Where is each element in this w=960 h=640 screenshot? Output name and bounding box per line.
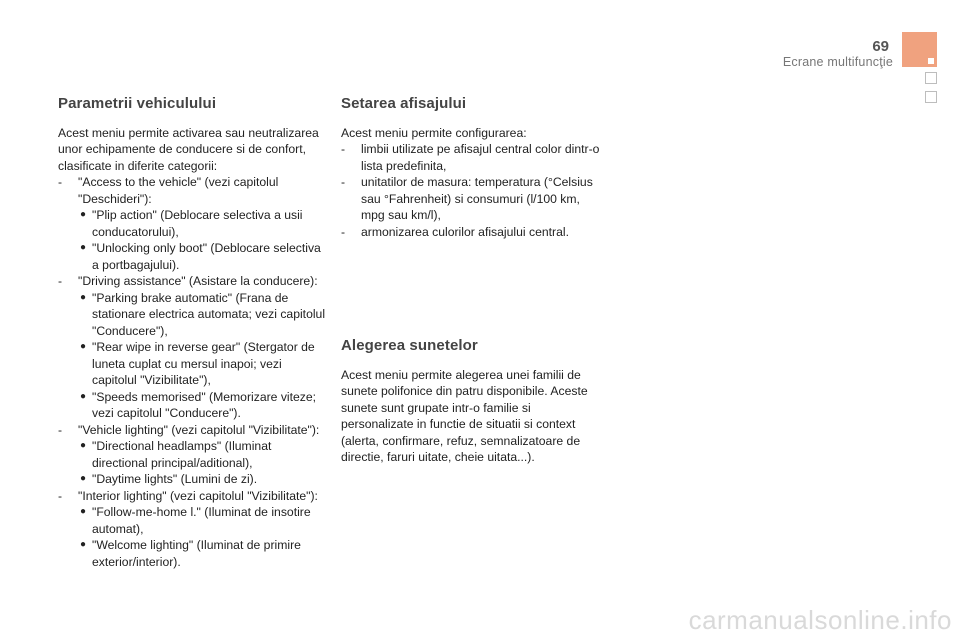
parameter-list bbox=[58, 174, 328, 570]
section-heading: Setarea afisajului bbox=[341, 95, 467, 112]
list-item: - unitatilor de masura: temperatura (°Celsius sau °Fahrenheit) si consumuri (l/100 km, mpg sau km/l), bbox=[341, 174, 606, 224]
page-number: 69 bbox=[872, 38, 889, 55]
tab-marker-icon bbox=[928, 58, 934, 64]
list-item: ● "Directional headlamps" (Iluminat directional principal/aditional), bbox=[58, 438, 328, 471]
watermark: carmanualsonline.info bbox=[688, 605, 952, 635]
section-tab-box bbox=[925, 91, 937, 103]
section-heading: Parametrii vehiculului bbox=[58, 95, 217, 112]
vehicle-parameters-section bbox=[58, 96, 328, 570]
section-heading: Alegerea sunetelor bbox=[341, 337, 478, 354]
list-item: - limbii utilizate pe afisajul central color dintr-o lista predefinita, bbox=[341, 141, 606, 174]
section-intro: Acest meniu permite activarea sau neutralizarea unor echipamente de conducere si de confort, clasificate in diferite categorii: bbox=[58, 125, 319, 173]
list-item: ● "Welcome lighting" (Iluminat de primire exterior/interior). bbox=[58, 537, 328, 570]
list-item: ● "Plip action" (Deblocare selectiva a usii conducatorului), bbox=[58, 207, 328, 240]
list-item: ● "Rear wipe in reverse gear" (Stergator de luneta cuplat cu mersul inapoi; vezi capitolul "Vizibilitate"), bbox=[58, 339, 328, 389]
list-item: - "Driving assistance" (Asistare la conducere): bbox=[58, 273, 328, 290]
settings-list bbox=[341, 141, 606, 240]
chapter-title: Ecrane multifuncţie bbox=[782, 55, 893, 69]
list-item: - armonizarea culorilor afisajului central. bbox=[341, 224, 606, 241]
list-item: - "Interior lighting" (vezi capitolul "Vizibilitate"): bbox=[58, 488, 328, 505]
section-tab-box bbox=[925, 72, 937, 84]
display-settings-section bbox=[341, 96, 606, 240]
list-item: ● "Speeds memorised" (Memorizare viteze; vezi capitolul "Conducere"). bbox=[58, 389, 328, 422]
section-intro: Acest meniu permite configurarea: bbox=[341, 125, 527, 140]
list-item: ● "Parking brake automatic" (Frana de stationare electrica automata; vezi capitolul "Conducere"), bbox=[58, 290, 328, 340]
sound-selection-section bbox=[341, 338, 606, 466]
list-item: - "Access to the vehicle" (vezi capitolul "Deschideri"): bbox=[58, 174, 328, 207]
list-item: ● "Unlocking only boot" (Deblocare selectiva a portbagajului). bbox=[58, 240, 328, 273]
section-body: Acest meniu permite alegerea unei familii de sunete polifonice din patru disponibile. Aceste sunete sunt grupate intr-o familie si personalizate in functie de situatii si context (alerta, confirmare, refuz, semnalizatoare de directie, faruri uitate, cheie uitata...). bbox=[341, 367, 588, 464]
section-tab-active bbox=[902, 32, 937, 67]
list-item: - "Vehicle lighting" (vezi capitolul "Vizibilitate"): bbox=[58, 422, 328, 439]
list-item: ● "Follow-me-home l." (Iluminat de insotire automat), bbox=[58, 504, 328, 537]
list-item: ● "Daytime lights" (Lumini de zi). bbox=[58, 471, 328, 488]
